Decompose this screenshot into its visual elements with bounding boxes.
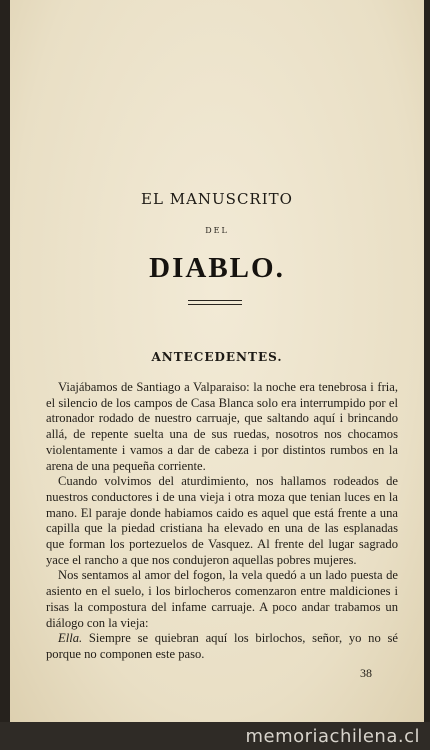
dialogue-speaker: Ella.: [58, 631, 83, 646]
right-page-edge: [424, 0, 430, 722]
footer-bar: [0, 722, 430, 750]
body-text: [46, 380, 398, 663]
watermark-text: memoriachilena.cl: [245, 726, 420, 747]
page-number: 38: [360, 666, 372, 680]
title-line-del: DEL: [205, 226, 229, 235]
paragraph: Nos sentamos al amor del fogon, la vela quedó a un lado puesta de asiento en el suelo, i los birlocheros comenzaron entre maldiciones i risas la compostura del infame carruaje. A poco andar trabamos un diálogo con la vieja:: [46, 568, 398, 630]
paragraph: Cuando volvimos del aturdimiento, nos hallamos rodeados de nuestros conductores i de una vieja i otra moza que tenian luces en la mano. El paraje donde habiamos caido es aquel que está frente a una capilla que la piedad cristiana ha elevado en una de las esplanadas que forman los portezuelos de Vasquez. Al frente del lugar sagrado yace el rancho a que nos condujeron aquellas pobres mujeres.: [46, 474, 398, 567]
book-page: [10, 0, 424, 722]
dialogue-paragraph: [46, 631, 398, 662]
paragraph: Viajábamos de Santiago a Valparaiso: la noche era tenebrosa i fria, el silencio de los campos de Casa Blanca solo era interrumpido por el atronador rodado de nuestro carruaje, que saltando aquí i brincando allá, de repente suelta una de sus ruedas, nosotros nos chocamos violentamente i vamos a dar de cabeza i por distintos rumbos en la arena de una pequeña corriente.: [46, 380, 398, 473]
section-heading: ANTECEDENTES.: [151, 350, 283, 364]
title-divider-rule: [188, 300, 242, 305]
dialogue-text: Siempre se quiebran aquí los birlochos, señor, yo no sé porque no componen este paso.: [46, 631, 398, 661]
title-line-manuscrito: EL MANUSCRITO: [141, 190, 293, 208]
title-line-diablo: DIABLO.: [149, 252, 285, 284]
left-page-gutter: [0, 0, 10, 722]
